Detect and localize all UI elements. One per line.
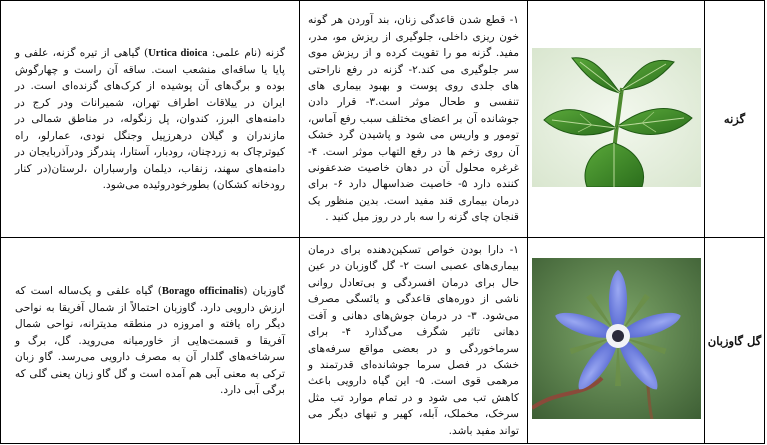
herb-uses-text: ۱- قطع شدن قاعدگی زنان، بند آوردن هر گونه خون ریزی داخلی، جلوگیری از ریزش مو، مدر، مفید. گزنه مو را تقویت کرده و از ریزش موی سر جلوگیری می کند.۲- گزنه در رفع ناراحتی های جلدی روی پوست و بهبود بیماری های تنفسی و طحال موثر است.۳- قرار دادن جوشانده آن بر اعضای مختلف سبب رفع آماس، تومور و واریس می شود و پاشیدن گرد خشک آن روی زخم ها در رفع التهاب موثر است. ۴- غرغره محلول آن در دهان خاصیت ضدعفونی کننده دارد ۵- خاصیت ضداسهال دارد ۶- برای درمان بیماری قند مفید است. بدین منظور یک قنجان چای گزنه را سه بار در روز میل کنید . xyxy=(308,14,519,224)
herb-image-cell xyxy=(528,1,705,238)
borage-flower-photo xyxy=(532,258,701,419)
herb-description-after: ) گیاهی از تیره گزنه، علفی و پایا یا ساقه‌ای منشعب است. ساقه آن راست و چهارگوش بوده و برگ‌های آن پوشیده از کرک‌های گزنده‌ای است. در ایران در ییلاقات اطراف تهران، شمیرانات ودر کرج در دامنه‌های البرز، کندوان، پل زنگوله، در مناطق شمالی در مازندران و گیلان درهرزپیل وجنگل نودی، عمارلو، راه کیوترچاک به زردچنان، رودبار، آستارا، پندرگز ودرآذربایجان در دامنه‌های سهند، زنقاب، دیلمان وارسباران ،لرستان(در کنار رودخانه کشکان) بطورخودروئیده می‌شود. xyxy=(15,46,285,191)
herb-description-cell xyxy=(1,1,300,238)
herb-scientific-name: Urtica dioica xyxy=(148,47,208,59)
table-row-borage xyxy=(1,238,765,444)
herb-description-cell xyxy=(1,238,300,444)
herb-description-before: گاوزبان ( xyxy=(243,284,285,297)
herb-uses-cell xyxy=(300,238,528,444)
herb-name-cell xyxy=(705,1,765,238)
herb-uses-cell xyxy=(300,1,528,238)
herb-image-cell xyxy=(528,238,705,444)
herb-name: گزنه xyxy=(723,112,746,126)
nettle-photo xyxy=(532,48,701,187)
herb-name-cell xyxy=(705,238,765,444)
herb-scientific-name: Borago officinalis xyxy=(161,285,244,297)
table-row-nettle xyxy=(1,1,765,238)
herb-uses-text: ۱- دارا بودن خواص تسکین‌دهنده برای درمان بیماری‌های عصبی است ۲- گل گاوزبان در عین حال برای درمان افسردگی و بی‌تعادل روانی ناشی از دوره‌های قاعدگی و یائسگی مصرف می‌شود. ۳- در درمان جوش‌های دهانی و آفت دهانی تاثیر شگرف می‌گذارد ۴- برای سرماخوردگی و در بعضی مواقع سرفه‌های خشک در فصل سرما جوشانده‌ای قدرتمند و مرهمی قوی است. ۵- این گیاه دارویی باعث کاهش تب می شود و در تمام موارد تب مثل سرخک، مخملک، آبله، کهیر و تبهای دیگر می تواند مفید باشد. xyxy=(308,244,520,437)
herb-description-after: ) گیاه علفی و یک‌ساله است که ارزش دارویی دارد. گاوزبان احتمالاً از شمال آفریقا به نواحی دیگر راه یافته و امروزه در منطقه مدیترانه، نواحی شمال آفریقا و قسمت‌هایی از خاورمیانه می‌روید. گل، برگ و سرشاخه‌های گلدار آن به مصرف دارویی می‌رسد. گاو زبان ترکی به معنی آبی هم آمده است و گل گاو زبان یعنی گلی که برگی آبی دارد. xyxy=(15,284,285,397)
herb-description-before: گزنه (نام علمی: xyxy=(207,46,286,59)
herb-name: گل گاوزبان xyxy=(707,333,762,348)
